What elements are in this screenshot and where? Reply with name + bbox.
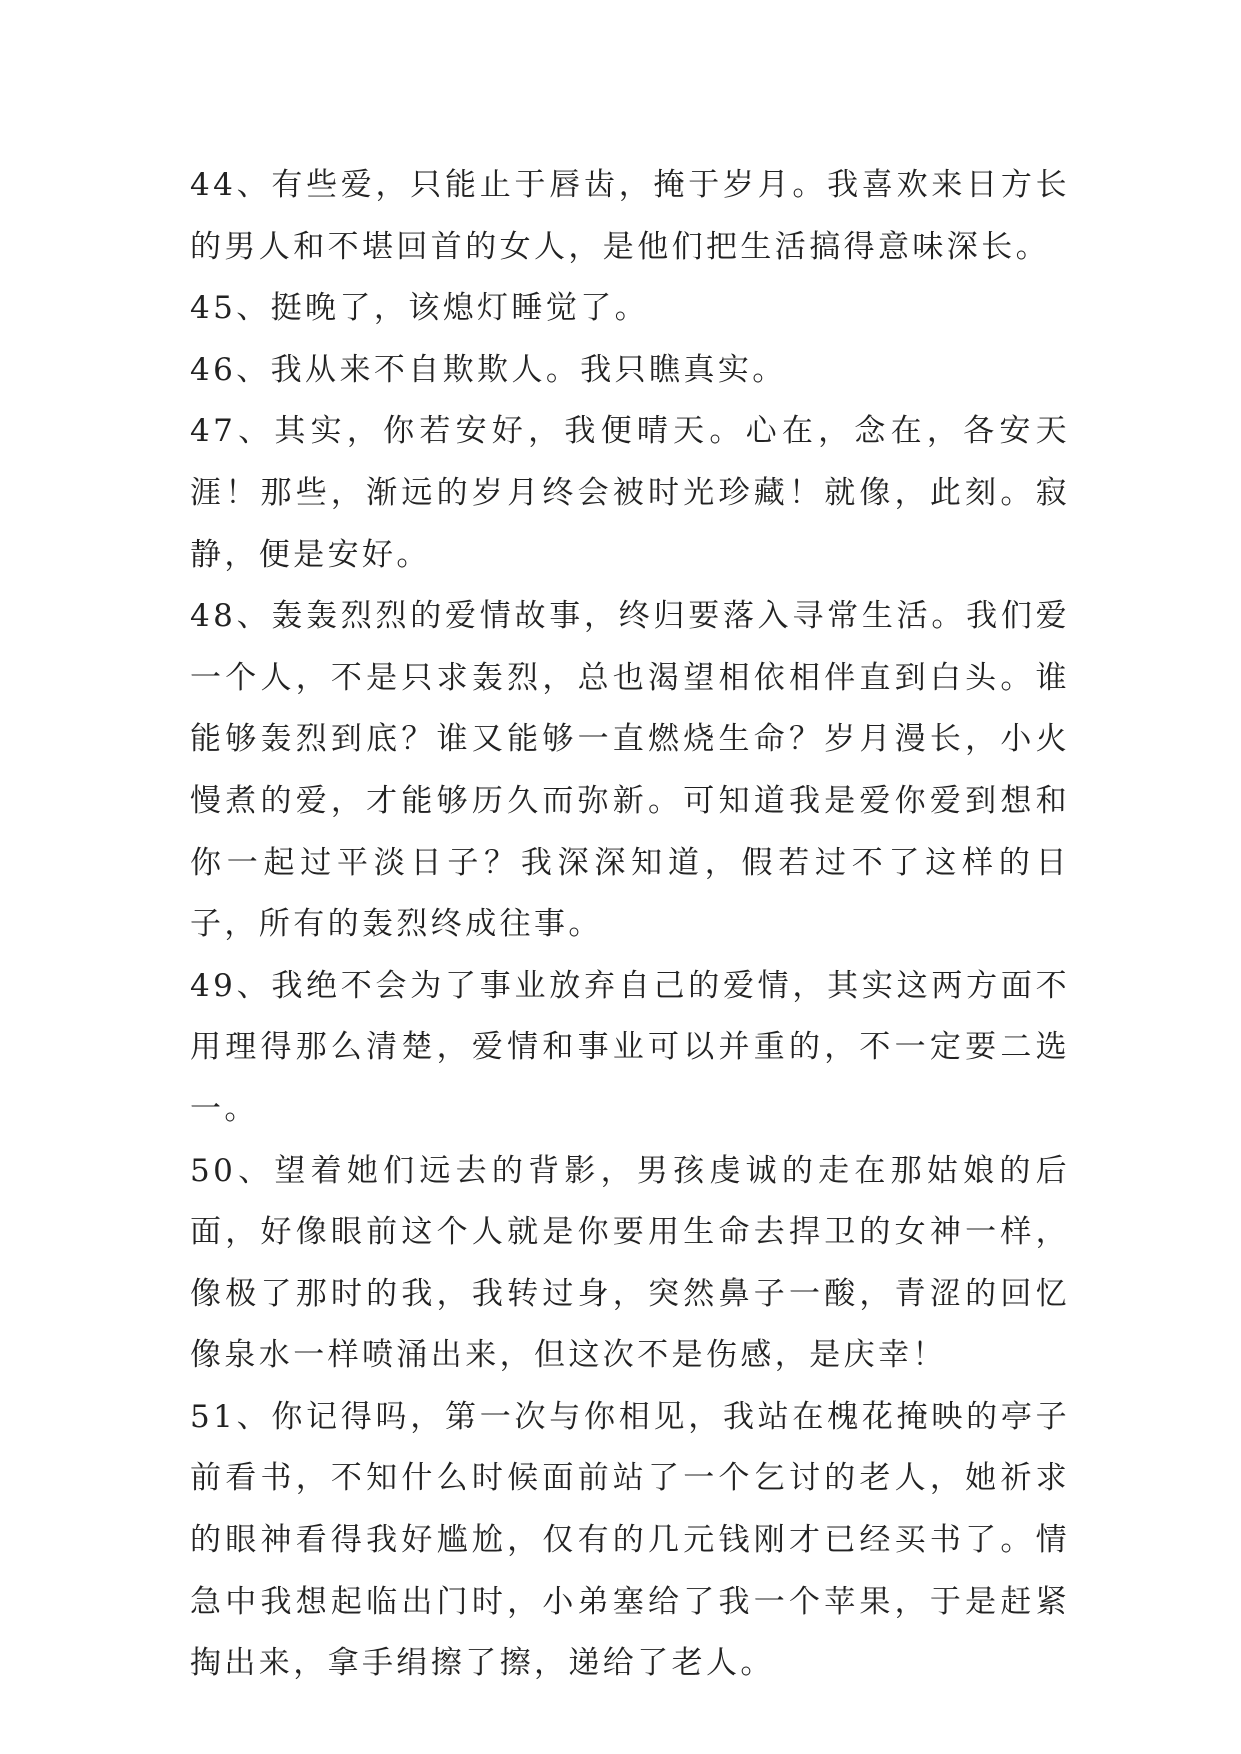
entry-48: 48、轰轰烈烈的爱情故事，终归要落入寻常生活。我们爱一个人，不是只求轰烈，总也渴望相依相伴直到白头。谁能够轰烈到底？谁又能够一直燃烧生命？岁月漫长，小火慢煮的爱，才能够历久而弥新。可知道我是爱你爱到想和你一起过平淡日子？我深深知道，假若过不了这样的日子，所有的轰烈终成往事。	[190, 598, 1070, 943]
document-body	[190, 155, 1070, 1695]
entry-51: 51、你记得吗，第一次与你相见，我站在槐花掩映的亭子前看书，不知什么时候面前站了一个乞讨的老人，她祈求的眼神看得我好尴尬，仅有的几元钱刚才已经买书了。情急中我想起临出门时，小弟塞给了我一个苹果，于是赶紧掏出来，拿手绢擦了擦，递给了老人。	[190, 1398, 1070, 1682]
entry-46: 46、我从来不自欺欺人。我只瞧真实。	[190, 351, 787, 388]
entry-49: 49、我绝不会为了事业放弃自己的爱情，其实这两方面不用理得那么清楚，爱情和事业可以并重的，不一定要二选一。	[190, 967, 1070, 1127]
entry-50: 50、望着她们远去的背影，男孩虔诚的走在那姑娘的后面，好像眼前这个人就是你要用生命去捍卫的女神一样，像极了那时的我，我转过身，突然鼻子一酸，青涩的回忆像泉水一样喷涌出来，但这次不是伤感，是庆幸！	[190, 1152, 1070, 1374]
entry-45: 45、挺晚了，该熄灯睡觉了。	[190, 290, 650, 327]
entry-47: 47、其实，你若安好，我便晴天。心在，念在，各安天涯！那些，渐远的岁月终会被时光珍藏！就像，此刻。寂静，便是安好。	[190, 413, 1070, 573]
entry-44: 44、有些爱，只能止于唇齿，掩于岁月。我喜欢来日方长的男人和不堪回首的女人，是他们把生活搞得意味深长。	[190, 167, 1070, 265]
